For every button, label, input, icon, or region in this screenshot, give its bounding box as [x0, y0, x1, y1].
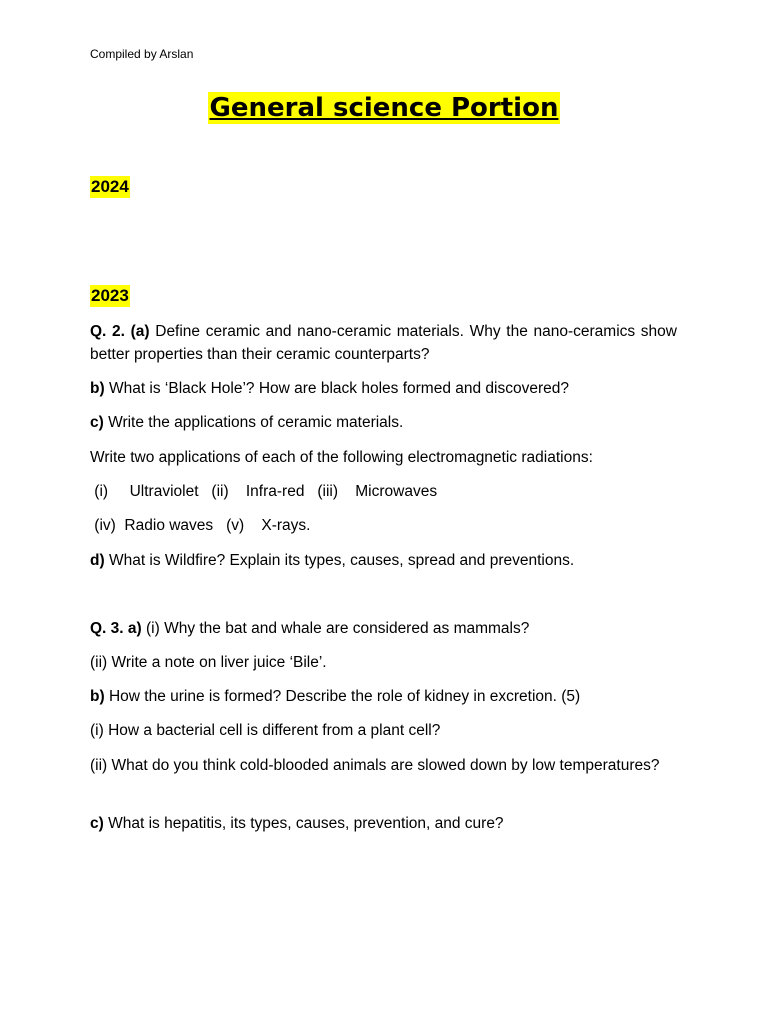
- question-2a-text: Define ceramic and nano-ceramic materials. Why the nano-ceramics show better properties than their ceramic counterparts?: [90, 323, 677, 363]
- question-3a-ii: (ii) Write a note on liver juice ‘Bile’.: [90, 654, 327, 671]
- year-heading-2023: 2023: [91, 286, 129, 305]
- page-title: General science Portion: [209, 93, 559, 123]
- em-radiation-list-2: (iv) Radio waves (v) X-rays.: [90, 517, 311, 534]
- question-2c-label: c): [90, 414, 104, 431]
- question-3a-text: (i) Why the bat and whale are considered as mammals?: [141, 620, 530, 637]
- question-3b-i: (i) How a bacterial cell is different from a plant cell?: [90, 722, 441, 739]
- question-3a: [90, 617, 677, 640]
- question-3c-label: c): [90, 815, 104, 832]
- question-2b-text: What is ‘Black Hole’? How are black holes formed and discovered?: [104, 380, 569, 397]
- question-2a: [90, 320, 677, 366]
- em-radiation-list-1: (i) Ultraviolet (ii) Infra-red (iii) Microwaves: [90, 483, 438, 500]
- question-3c: [90, 812, 677, 835]
- question-3c-text: What is hepatitis, its types, causes, prevention, and cure?: [103, 815, 504, 832]
- title-wrap: [0, 92, 768, 124]
- em-radiation-intro: Write two applications of each of the following electromagnetic radiations:: [90, 449, 593, 466]
- question-3b: [90, 685, 677, 708]
- question-2d-label: d): [90, 552, 105, 569]
- question-2b-label: b): [90, 380, 105, 397]
- question-2d-text: What is Wildfire? Explain its types, causes, spread and preventions.: [104, 552, 575, 569]
- question-3a-label: Q. 3. a): [90, 620, 142, 637]
- question-3b-label: b): [90, 688, 105, 705]
- question-3b-ii: (ii) What do you think cold-blooded animals are slowed down by low temperatures?: [90, 757, 660, 774]
- question-2c: [90, 411, 677, 434]
- compiled-by-note: Compiled by Arslan: [90, 47, 194, 61]
- question-3b-text: How the urine is formed? Describe the role of kidney in excretion. (5): [104, 688, 581, 705]
- question-2b: [90, 377, 677, 400]
- question-2d: [90, 549, 677, 572]
- year-heading-2024: 2024: [91, 177, 129, 196]
- question-2c-text: Write the applications of ceramic materials.: [103, 414, 404, 431]
- question-2a-label: Q. 2. (a): [90, 323, 150, 340]
